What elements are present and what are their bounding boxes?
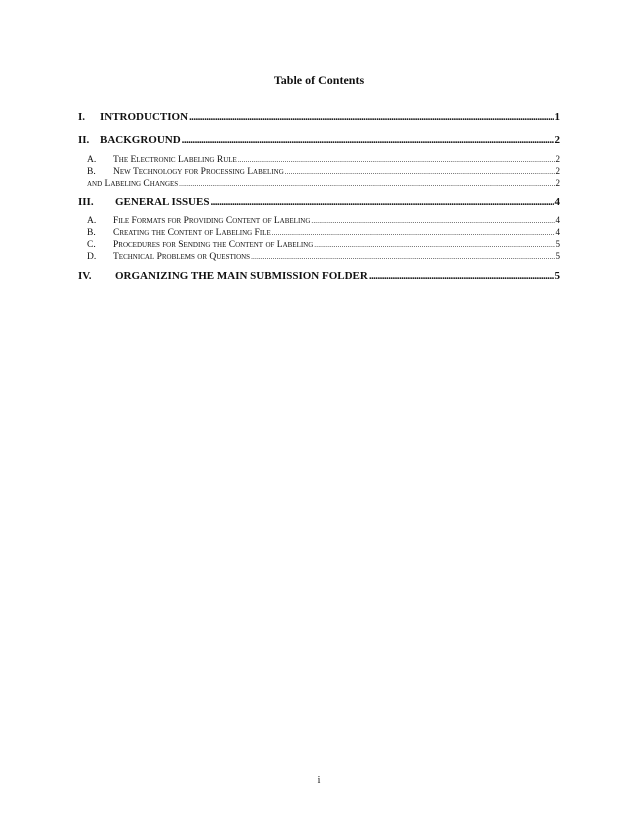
- toc-entry-number: D.: [87, 252, 97, 262]
- toc-entry-number: IV.: [78, 270, 92, 282]
- toc-entry-page: 1: [554, 111, 560, 123]
- toc-entry-number: A.: [87, 155, 97, 165]
- toc-entry-number: III.: [78, 196, 94, 208]
- dot-leader: [238, 155, 555, 164]
- toc-entry-electronic-labeling-rule[interactable]: [78, 154, 560, 165]
- toc-entry-page: 2: [554, 134, 560, 146]
- toc-entry-page: 2: [555, 154, 560, 164]
- toc-entry-title: GENERAL ISSUES: [115, 196, 210, 208]
- toc-entry-labeling-changes[interactable]: [78, 178, 560, 189]
- toc-entry-file-formats[interactable]: [78, 215, 560, 226]
- toc-entry-background[interactable]: [78, 134, 560, 148]
- dot-leader: [179, 179, 554, 188]
- toc-entry-number: A.: [87, 216, 97, 226]
- toc-entry-introduction[interactable]: [78, 111, 560, 125]
- dot-leader: [272, 228, 555, 237]
- toc-entry-creating-content[interactable]: [78, 227, 560, 238]
- toc-entry-title: File Formats for Providing Content of Labeling: [113, 216, 311, 226]
- toc-entry-page: 5: [554, 270, 560, 282]
- dot-leader: [182, 134, 554, 146]
- toc-entry-procedures[interactable]: [78, 239, 560, 250]
- dot-leader: [251, 252, 554, 261]
- dot-leader: [189, 111, 553, 123]
- toc-entry-title: INTRODUCTION: [100, 111, 189, 123]
- toc-entry-number: B.: [87, 228, 96, 238]
- footer-page-number: i: [317, 775, 321, 786]
- toc-entry-page: 2: [555, 178, 560, 188]
- toc-entry-page: 5: [555, 239, 560, 249]
- toc-entry-new-technology[interactable]: [78, 166, 560, 177]
- toc-entry-title: Technical Problems or Questions: [113, 252, 251, 262]
- dot-leader: [285, 167, 555, 176]
- toc-entry-page: 4: [555, 227, 560, 237]
- toc-entry-page: 4: [555, 215, 560, 225]
- toc-entry-title: and Labeling Changes: [87, 179, 179, 189]
- toc-entry-number: C.: [87, 240, 96, 250]
- page-title: Table of Contents: [273, 73, 365, 87]
- toc-entry-number: II.: [78, 134, 90, 146]
- toc-entry-title: BACKGROUND: [100, 134, 181, 146]
- toc-entry-title: Creating the Content of Labeling File: [113, 228, 271, 238]
- dot-leader: [369, 270, 554, 282]
- toc-entry-page: 5: [555, 251, 560, 261]
- toc-entry-general-issues[interactable]: [78, 196, 560, 210]
- dot-leader: [210, 196, 553, 208]
- toc-entry-title: ORGANIZING THE MAIN SUBMISSION FOLDER: [115, 270, 368, 282]
- toc-entry-title: Procedures for Sending the Content of Labeling: [113, 240, 314, 250]
- dot-leader: [311, 216, 554, 225]
- dot-leader: [314, 240, 554, 249]
- toc-entry-organizing-folder[interactable]: [78, 270, 560, 284]
- toc-entry-number: B.: [87, 167, 96, 177]
- toc-entry-number: I.: [78, 111, 86, 123]
- toc-entry-technical-problems[interactable]: [78, 251, 560, 262]
- toc-entry-title: New Technology for Processing Labeling: [113, 167, 284, 177]
- toc-entry-page: 2: [555, 166, 560, 176]
- toc-entry-page: 4: [554, 196, 560, 208]
- toc-entry-title: The Electronic Labeling Rule: [113, 155, 237, 165]
